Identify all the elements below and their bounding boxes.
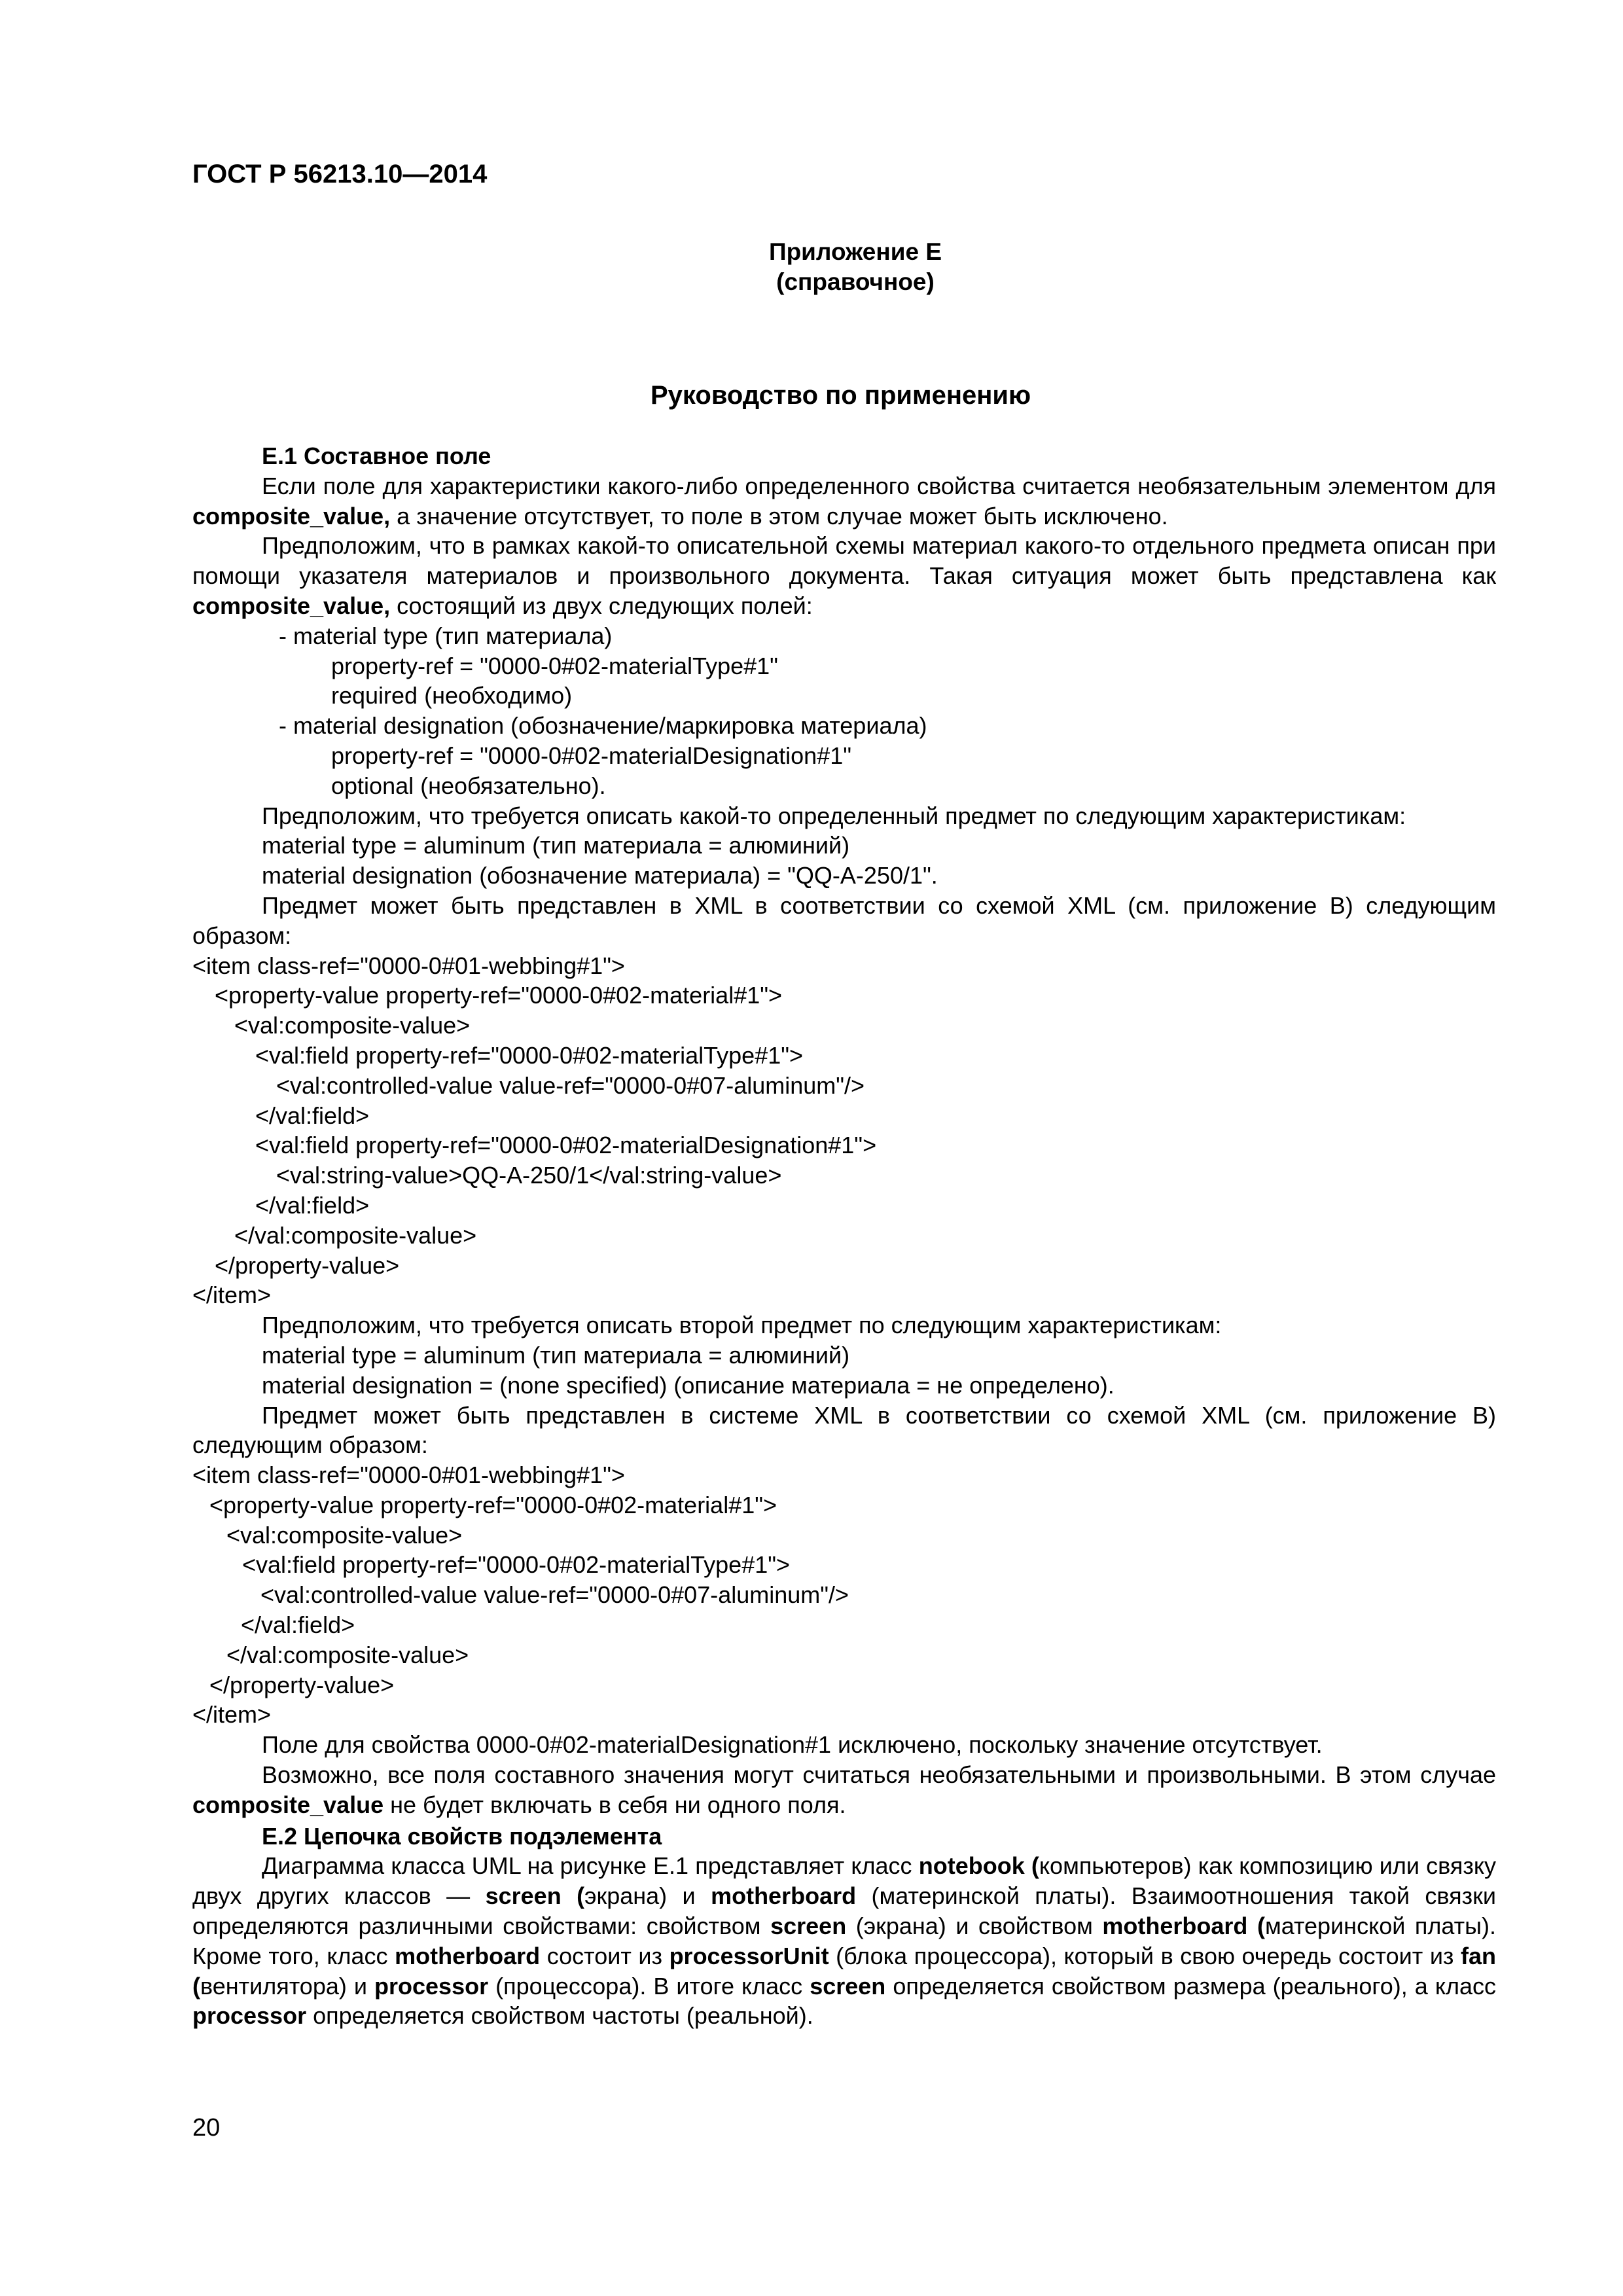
section-title: Руководство по применению (651, 381, 1031, 410)
code-line: <val:controlled-value value-ref="0000-0#07-aluminum"/> (260, 1581, 849, 1609)
text-run: (блока процессора), который в свою очередь состоит из (829, 1942, 1461, 1969)
bold-term: composite_value (192, 1791, 384, 1818)
paragraph: Предмет может быть представлен в XML в соответствии со схемой XML (см. приложение В) следующим образом: (192, 891, 1496, 949)
text-run: Предположим, что в рамках какой-то описательной схемы материал какого-то отдельного предмета описан при помощи указателя материалов и произвольного документа. Такая ситуация может быть представлена как (192, 532, 1496, 590)
paragraph (192, 531, 1496, 620)
text-run: вентилятора) и (200, 1972, 375, 2000)
bold-term: processor (192, 2002, 307, 2030)
paragraph (192, 471, 1496, 531)
code-line: <val:composite-value> (226, 1521, 463, 1549)
heading-e2: Е.2 Цепочка свойств подэлемента (262, 1822, 662, 1850)
code-line: <val:controlled-value value-ref="0000-0#07-aluminum"/> (276, 1071, 865, 1099)
paragraph: Поле для свойства 0000-0#02-materialDesignation#1 исключено, поскольку значение отсутствует. (262, 1731, 1323, 1759)
bold-term: screen (810, 1972, 886, 2000)
xml-example-2 (192, 1460, 1496, 1730)
code-line: <val:field property-ref="0000-0#02-materialType#1"> (255, 1041, 804, 1069)
text-run: (экрана) и свойством (846, 1912, 1103, 1940)
text-run: Если поле для характеристики какого-либо определенного свойства считается необязательным элементом для (262, 472, 1496, 499)
code-line: <val:string-value>QQ-A-250/1</val:string-value> (276, 1162, 782, 1189)
characteristic-line: material type = aluminum (тип материала = алюминий) (262, 832, 850, 859)
list-subitem: property-ref = "0000-0#02-materialDesignation#1" (331, 742, 852, 769)
paragraph: Предположим, что требуется описать какой-то определенный предмет по следующим характеристикам: (262, 802, 1406, 829)
standard-header: ГОСТ Р 56213.10—2014 (192, 160, 488, 188)
page-number: 20 (192, 2114, 221, 2142)
document-body (192, 440, 1496, 2031)
text-run: материнской платы). Кроме того, класс (192, 1912, 1496, 1969)
code-line: <property-value property-ref="0000-0#02-material#1"> (215, 982, 783, 1009)
bold-term: composite_value, (192, 502, 391, 529)
code-line: </item> (192, 1282, 272, 1309)
list-subitem: required (необходимо) (331, 682, 573, 709)
list-item: - material type (тип материала) (279, 622, 613, 649)
text-run: экрана) и (584, 1882, 711, 1910)
text-run: определяется свойством частоты (реальной). (306, 2002, 813, 2030)
bold-term: notebook ( (918, 1852, 1039, 1880)
code-line: </val:field> (255, 1191, 370, 1219)
text-run: (процессора). В итоге класс (488, 1972, 810, 2000)
list-subitem: optional (необязательно). (331, 772, 606, 799)
list-item: - material designation (обозначение/маркировка материала) (279, 712, 927, 740)
characteristic-line: material type = aluminum (тип материала = алюминий) (262, 1341, 850, 1369)
text-run: (материнской платы). Взаимоотношения такой связки определяются различными свойствами: свойством (192, 1882, 1497, 1940)
characteristic-line: material designation = (none specified) (описание материала = не определено). (262, 1371, 1115, 1399)
bold-term: screen ( (485, 1882, 585, 1910)
bold-term: screen (770, 1912, 847, 1940)
bold-term: processor (374, 1972, 489, 2000)
paragraph: Предположим, что требуется описать второй предмет по следующим характеристикам: (262, 1312, 1222, 1339)
bold-term: fan ( (192, 1942, 1496, 2000)
code-line: </property-value> (209, 1671, 395, 1698)
bold-term: motherboard (395, 1942, 541, 1969)
text-run: состоит из (540, 1942, 669, 1969)
text-run: а значение отсутствует, то поле в этом случае может быть исключено. (390, 502, 1168, 529)
text-run: Диаграмма класса UML на рисунке Е.1 представляет класс (262, 1852, 919, 1880)
heading-e1: Е.1 Составное поле (262, 442, 491, 469)
bold-term: composite_value, (192, 592, 391, 619)
bold-term: motherboard (711, 1882, 857, 1910)
code-line: <val:composite-value> (234, 1012, 471, 1039)
annex-title: Приложение Е (768, 238, 942, 265)
text-run: определяется свойством размера (реального), а класс (885, 1972, 1496, 2000)
code-line: </property-value> (215, 1251, 400, 1279)
text-run: Возможно, все поля составного значения могут считаться необязательными и произвольными. В этом случае (262, 1761, 1496, 1789)
text-run: компьютеров) как композицию или связку двух других классов — (192, 1852, 1497, 1910)
code-line: </val:composite-value> (226, 1641, 469, 1668)
bold-term: processorUnit (669, 1942, 829, 1969)
text-run: состоящий из двух следующих полей: (390, 592, 813, 619)
paragraph (192, 1760, 1496, 1820)
code-line: </val:field> (255, 1102, 370, 1129)
code-line: </val:field> (241, 1611, 355, 1639)
annex-heading (760, 237, 950, 297)
paragraph: Предмет может быть представлен в системе XML в соответствии со схемой XML (см. приложение В) следующим образом: (192, 1401, 1496, 1459)
code-line: <val:field property-ref="0000-0#02-materialType#1"> (242, 1551, 791, 1579)
code-line: </val:composite-value> (234, 1221, 477, 1249)
code-line: </item> (192, 1701, 272, 1729)
xml-example-1 (192, 951, 1496, 1311)
list-subitem: property-ref = "0000-0#02-materialType#1" (331, 652, 778, 679)
characteristic-line: material designation (обозначение материала) = "QQ-A-250/1". (262, 862, 938, 889)
annex-subtitle: (справочное) (776, 268, 935, 295)
code-line: <item class-ref="0000-0#01-webbing#1"> (192, 1462, 625, 1489)
code-line: <property-value property-ref="0000-0#02-material#1"> (209, 1491, 777, 1518)
paragraph (192, 1851, 1496, 2031)
code-line: <val:field property-ref="0000-0#02-materialDesignation#1"> (255, 1132, 877, 1159)
code-line: <item class-ref="0000-0#01-webbing#1"> (192, 952, 625, 979)
bold-term: motherboard ( (1102, 1912, 1265, 1940)
text-run: не будет включать в себя ни одного поля. (383, 1791, 846, 1818)
